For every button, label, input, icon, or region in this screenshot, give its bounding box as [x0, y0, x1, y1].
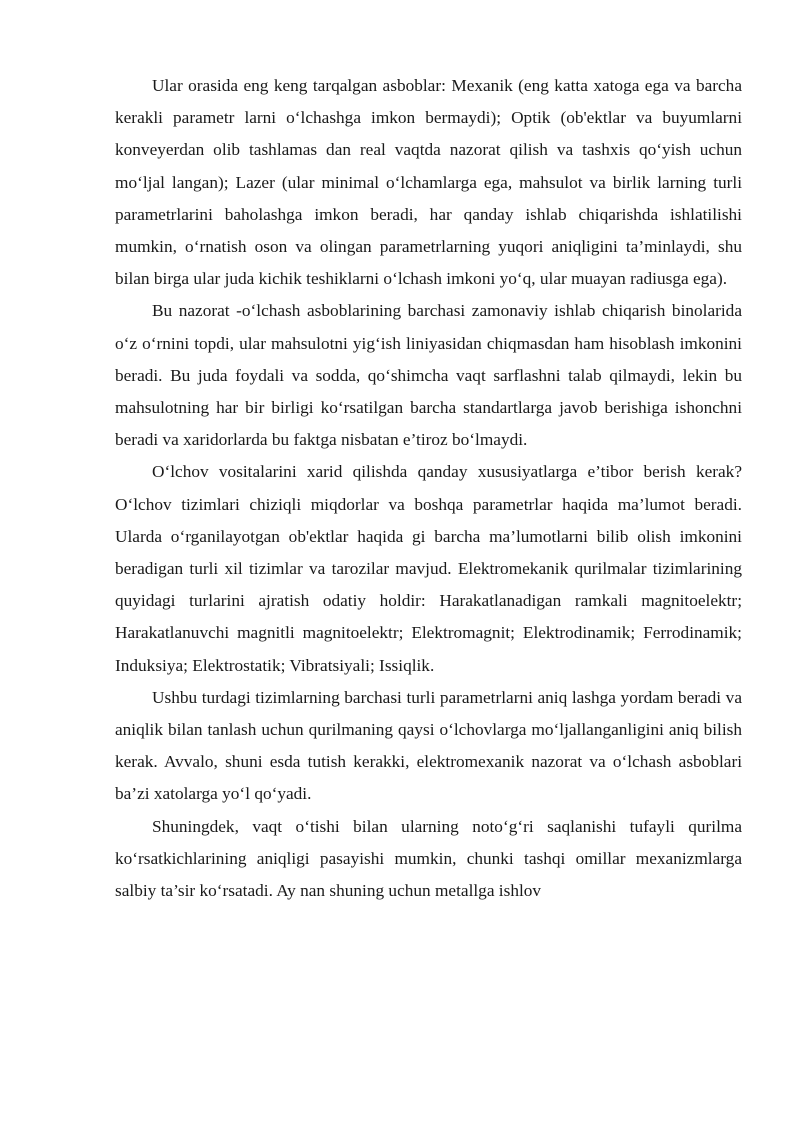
paragraph-system-errors: Ushbu turdagi tizimlarning barchasi turli parametrlarni aniq lashga yordam beradi va aniqlik bilan tanlash uchun qurilmaning qaysi o‘lchovlarga mo‘ljallanganligini aniq bilish kerak. Avvalo, shuni esda tutish kerakki, elektromexanik nazorat va o‘lchash asboblari ba’zi xatolarga yo‘l qo‘yadi. [115, 687, 742, 804]
paragraph-instrument-types: Ular orasida eng keng tarqalgan asboblar: Mexanik (eng katta xatoga ega va barcha kerakli parametr larni o‘lchashga imkon bermaydi); Optik (ob'ektlar va buyumlarni konveyerdan olib tashlamas dan real vaqtda nazorat qilish va tashxis qo‘yish uchun mo‘ljal langan); Lazer (ular minimal o‘lchamlarga ega, mahsulot va birlik larning turli parametrlarini baholashga imkon beradi, har qanday ishlab chiqarishda ishlatilishi mumkin, o‘rnatish oson va olingan parametrlarning yuqori aniqligini ta’minlaydi, shu bilan birga ular juda kichik teshiklarni o‘lchash imkoni yo‘q, ular muayan radiusga ega). [115, 76, 742, 289]
paragraph-production-use: Bu nazorat -o‘lchash asboblarining barchasi zamonaviy ishlab chiqarish binolarida o‘z o‘rnini topdi, ular mahsulotni yig‘ish liniyasidan chiqmasdan ham hisoblash imkonini beradi. Bu juda foydali va sodda, qo‘shimcha vaqt sarflashni talab qilmaydi, lekin bu mahsulotning har bir birligi ko‘rsatilgan barcha standartlarga javob berishiga ishonchni beradi va xaridorlarda bu faktga nisbatan e’tiroz bo‘lmaydi. [115, 301, 742, 450]
paragraph-accuracy-decline: Shuningdek, vaqt o‘tishi bilan ularning noto‘g‘ri saqlanishi tufayli qurilma ko‘rsatkichlarining aniqligi pasayishi mumkin, chunki tashqi omillar mexanizmlarga salbiy ta’sir ko‘rsatadi. Ay nan shuning uchun metallga ishlov [115, 816, 742, 901]
paragraph-selection-criteria: O‘lchov vositalarini xarid qilishda qanday xususiyatlarga e’tibor berish kerak? O‘lchov tizimlari chiziqli miqdorlar va boshqa parametrlar haqida ma’lumot beradi. Ularda o‘rganilayotgan ob'ektlar haqida gi barcha ma’lumotlarni bilib olish imkonini beradigan turli xil tizimlar va tarozilar mavjud. Elektromekanik qurilmalar tizimlarining quyidagi turlarini ajratish odatiy holdir: Harakatlanadigan ramkali magnitoelektr; Harakatlanuvchi magnitli magnitoelektr; Elektromagnit; Elektrodinamik; Ferrodinamik; Induksiya; Elektrostatik; Vibratsiyali; Issiqlik. [115, 462, 742, 675]
document-page [115, 70, 742, 907]
